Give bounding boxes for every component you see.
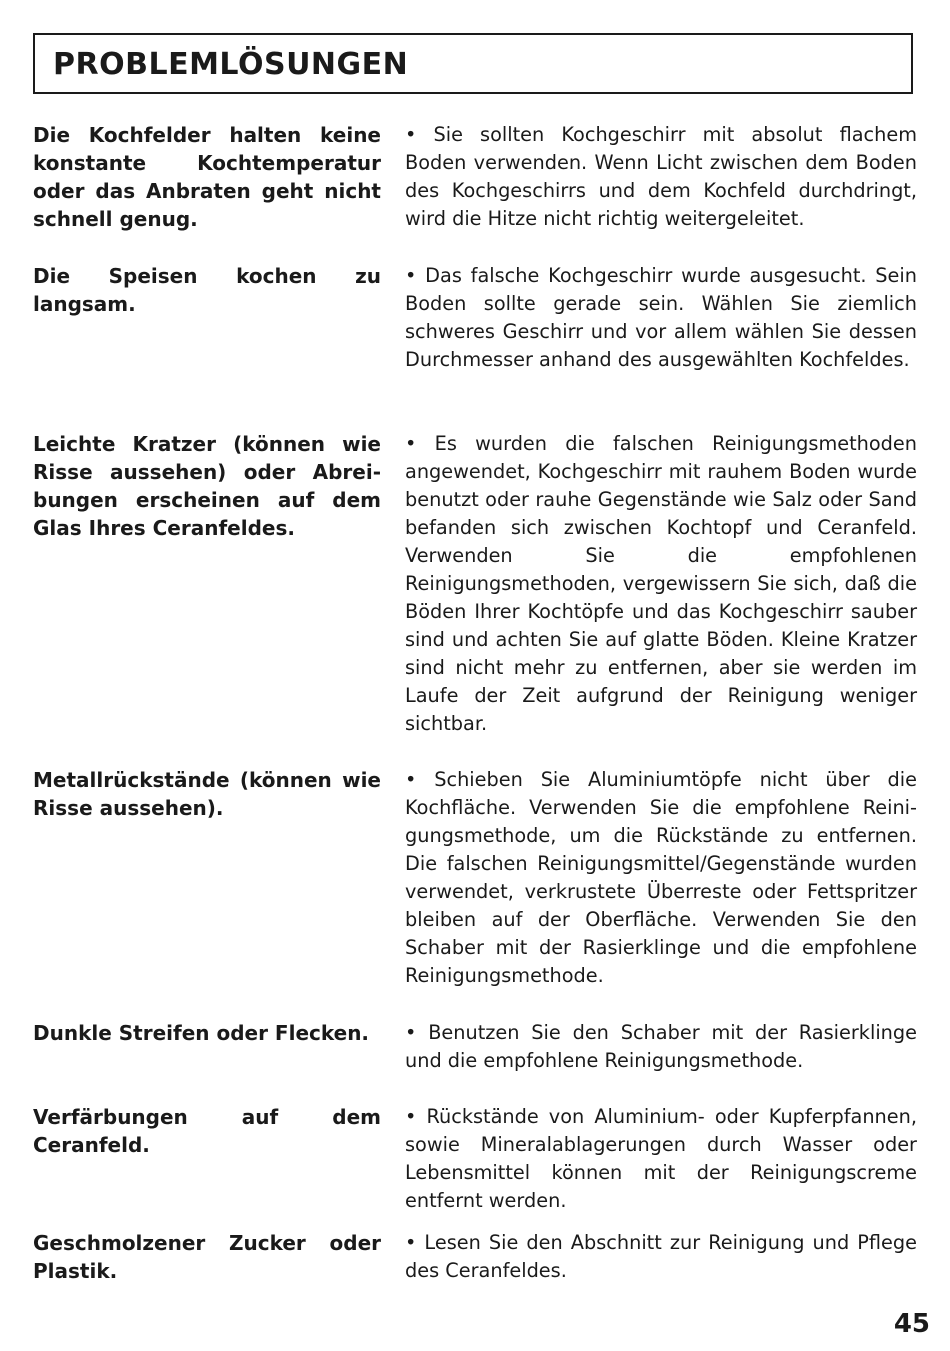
problem-text: Die Speisen kochen zu langsam. bbox=[33, 264, 381, 316]
problem-text: Verfärbungen auf dem Ceranfeld. bbox=[33, 1105, 381, 1157]
page-title: PROBLEMLÖSUNGEN bbox=[53, 47, 409, 82]
problem-text: Geschmolzener Zucker oder Plastik. bbox=[33, 1231, 381, 1283]
solution-text: • Schieben Sie Aluminiumtöpfe nicht über die Kochfläche. Verwenden Sie die empfohlene Reini-gungsmethode, um die Rückstände zu entfernen. Die falschen Reinigungsmittel/Gegenstände wurden verwendet, verkrustete Überreste oder Fettspritzer bleiben auf der Oberfläche. Verwenden Sie den Schaber mit der Rasierklinge und die empfohlene Reinigungsmethode. bbox=[405, 768, 917, 987]
solution-text: • Das falsche Kochgeschirr wurde ausgesucht. Sein Boden sollte gerade sein. Wählen Sie ziemlich schweres Geschirr und vor allem wählen Sie dessen Durchmesser anhand des ausgewählten Kochfeldes. bbox=[405, 264, 917, 371]
problem-text: Die Kochfelder halten keine konstante Kochtemperatur oder das Anbraten geht nicht schnell genug. bbox=[33, 123, 381, 231]
problem-text: Leichte Kratzer (können wie Risse aussehen) oder Abrei-bungen erscheinen auf dem Glas Ihres Ceranfeldes. bbox=[33, 432, 381, 540]
problem-text: Metallrückstände (können wie Risse aussehen). bbox=[33, 768, 381, 820]
solution-text: • Lesen Sie den Abschnitt zur Reinigung und Pflege des Ceranfeldes. bbox=[405, 1231, 917, 1282]
solution-text: • Rückstände von Aluminium- oder Kupferpfannen, sowie Mineralablagerungen durch Wasser oder Lebensmittel können mit der Reinigungscreme entfernt werden. bbox=[405, 1105, 917, 1212]
solution-text: • Es wurden die falschen Reinigungsmethoden angewendet, Kochgeschirr mit rauhem Boden wurde benutzt oder rauhe Gegenstände wie Salz oder Sand befanden sich zwischen Kochtopf und Ceranfeld. Verwenden Sie die empfohlenen Reinigungsmethoden, vergewissern Sie sich, daß die Böden Ihrer Kochtöpfe und das Kochgeschirr sauber sind und achten Sie auf glatte Böden. Kleine Kratzer sind nicht mehr zu entfernen, aber sie werden im Laufe der Zeit aufgrund der Reinigung weniger sichtbar. bbox=[405, 432, 917, 735]
solution-text: • Benutzen Sie den Schaber mit der Rasierklinge und die empfohlene Reinigungsmethode. bbox=[405, 1021, 917, 1072]
problem-text: Dunkle Streifen oder Flecken. bbox=[33, 1021, 370, 1045]
solution-text: • Sie sollten Kochgeschirr mit absolut flachem Boden verwenden. Wenn Licht zwischen dem Boden des Kochgeschirrs und dem Kochfeld durchdringt, wird die Hitze nicht richtig weitergeleitet. bbox=[405, 123, 917, 230]
section-title-box bbox=[33, 33, 913, 94]
page-number: 45 bbox=[893, 1309, 930, 1339]
